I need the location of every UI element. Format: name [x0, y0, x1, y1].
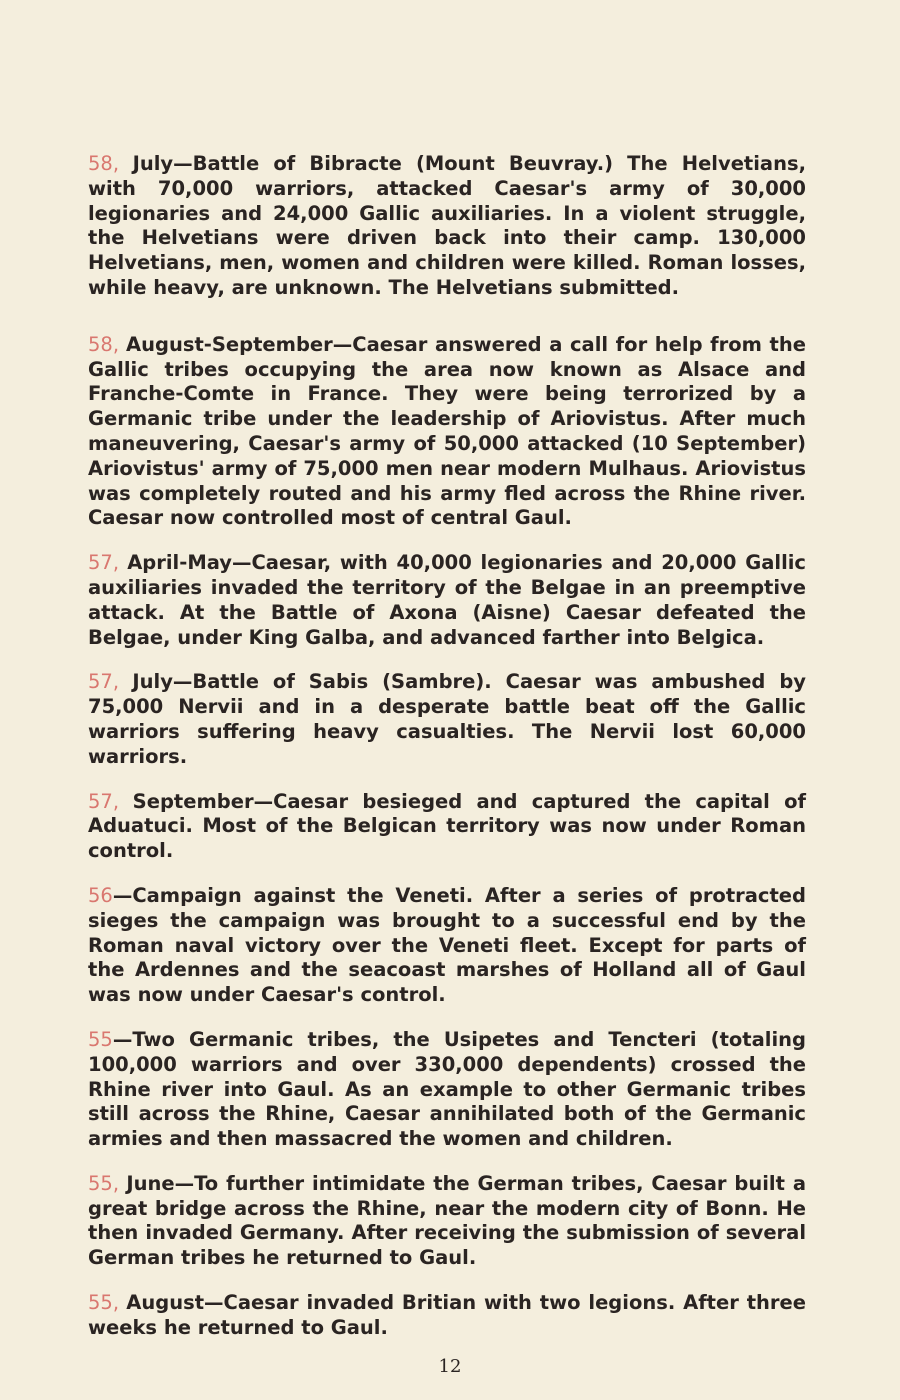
- entry-text: April-May—Caesar, with 40,000 legionaries and 20,000 Gallic auxiliaries invaded the territory of the Belgae in an preemptive attack. At the Battle of Axona (Aisne) Caesar defeated the Belgae, under King Galba, and advanced farther into Belgica.: [88, 551, 806, 649]
- entry-text: August—Caesar invaded Britian with two legions. After three weeks he returned to Gaul.: [88, 1291, 806, 1339]
- entry-57-july: [88, 670, 806, 769]
- chronology-entries: [88, 152, 806, 1341]
- entry-56: [88, 884, 806, 1008]
- entry-year: 58,: [88, 152, 133, 175]
- entry-text: June—To further intimidate the German tribes, Caesar built a great bridge across the Rhine, near the modern city of Bonn. He then invaded Germany. After receiving the submission of several German tribes he returned to Gaul.: [88, 1171, 806, 1270]
- entry-57-september: [88, 790, 806, 864]
- entry-text: July—Battle of Sabis (Sambre). Caesar was ambushed by 75,000 Nervii and in a desperate battle beat off the Gallic warriors suffering heavy casualties. The Nervii lost 60,000 warriors.: [88, 670, 806, 768]
- entry-year: 57,: [88, 551, 128, 575]
- entry-year: 55,: [88, 1291, 127, 1315]
- entry-text: July—Battle of Bibracte (Mount Beuvray.) The Helvetians, with 70,000 warriors, attacked Caesar's army of 30,000 legionaries and 24,000 Gallic auxiliaries. In a violent struggle, the Helvetians were driven back into their camp. 130,000 Helvetians, men, women and children were killed. Roman losses, while heavy, are unknown. The Helvetians submitted.: [88, 152, 806, 299]
- entry-year: 57,: [88, 789, 133, 813]
- entry-57-april-may: [88, 551, 806, 650]
- entry-55-june: [88, 1172, 806, 1271]
- entry-text: —Two Germanic tribes, the Usipetes and Tencteri (totaling 100,000 warriors and over 330,000 dependents) crossed the Rhine river into Gaul. As an example to other Germanic tribes still across the Rhine, Caesar annihilated both of the Germanic armies and then massacred the women and children.: [88, 1027, 806, 1151]
- entry-text: August-September—Caesar answered a call for help from the Gallic tribes occupying the area now known as Alsace and Franche-Comte in France. They were being terrorized by a Germanic tribe under the leadership of Ariovistus. After much maneuvering, Caesar's army of 50,000 attacked (10 September) Ariovistus' army of 75,000 men near modern Mulhaus. Ariovistus was completely routed and his army fled across the Rhine river. Caesar now controlled most of central Gaul.: [88, 332, 806, 530]
- entry-text: September—Caesar besieged and captured the capital of Aduatuci. Most of the Belgican territory was now under Roman control.: [88, 789, 806, 863]
- page-number: 12: [438, 1356, 462, 1377]
- entry-58-august-september: [88, 333, 806, 531]
- entry-55: [88, 1028, 806, 1152]
- entry-year: 55: [88, 1027, 113, 1051]
- entry-58-july: [88, 152, 806, 301]
- entry-year: 55,: [88, 1171, 127, 1195]
- entry-year: 56: [88, 883, 113, 907]
- entry-55-august: [88, 1291, 806, 1341]
- entry-year: 57,: [88, 670, 133, 694]
- entry-text: —Campaign against the Veneti. After a series of protracted sieges the campaign was brought to a successful end by the Roman naval victory over the Veneti fleet. Except for parts of the Ardennes and the seacoast marshes of Holland all of Gaul was now under Caesar's control.: [88, 883, 806, 1007]
- entry-year: 58,: [88, 332, 127, 356]
